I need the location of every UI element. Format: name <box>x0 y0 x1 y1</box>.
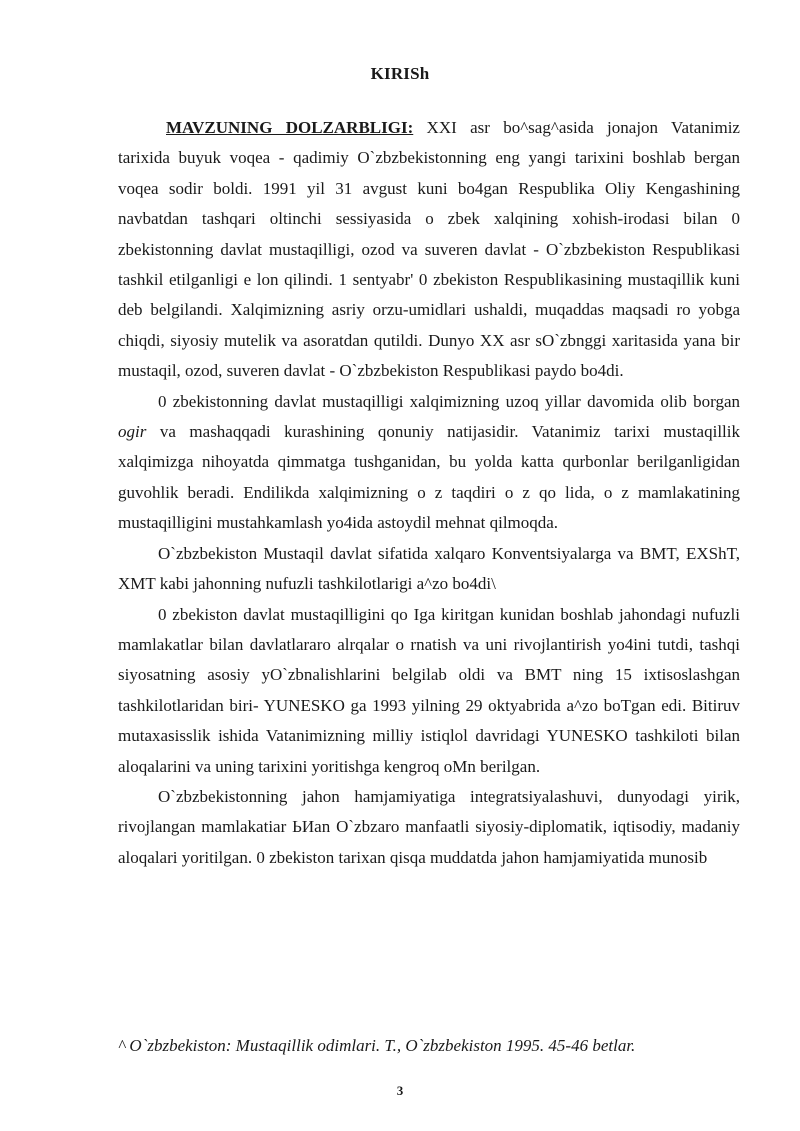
section-lead: MAVZUNING DOLZARBLIGI: <box>166 118 414 137</box>
emphasized-word: ogir <box>118 422 147 442</box>
paragraph-text: O`zbzbekistonning jahon hamjamiyatiga integratsiyalashuvi, dunyodagi yirik, rivojlangan mamlakatiar ЬИan O`zbzaro manfaatli siyosiy-diplomatik, iqtisodiy, madaniy aloqalari yoritilgan. 0 zbekiston tarixan qisqa muddatda jahon hamjamiyatida munosib <box>118 786 740 867</box>
paragraph-text-after: va mashaqqadi kurashining qonuniy natijasidir. Vatanimiz tarixi mustaqillik xalqimizga nihoyatda qimmatga tushganidan, bu yolda katta qurbonlar berilganligidan guvohlik beradi. Endilikda xalqimizning o z taqdiri o z qo lida, o z mamlakatining mustaqilligini mustahkamlash yo4ida astoydil mehnat qilmoqda. <box>118 422 740 533</box>
page-number: 3 <box>396 1083 404 1098</box>
paragraph-text: O`zbzbekiston Mustaqil davlat sifatida xalqaro Konventsiyalarga va BMT, EXShT, XMT kabi jahonning nufuzli tashkilotlarigi a^zo bo4di\ <box>118 543 740 594</box>
page-title: KIRISh <box>370 64 430 83</box>
paragraph-text: 0 zbekiston davlat mustaqilligini qo Iga kiritgan kunidan boshlab jahondagi nufuzli mamlakatlar bilan davlatlararo alrqalar o rnatish va uni rivojlantirish yo4ini tutdi, tashqi siyosatning asosiy yO`zbnalishlarini belgilab oldi va BMT ning 15 ixtisoslashgan tashkilotlaridan biri- YUNESKO ga 1993 yilning 29 oktyabrida a^zo boTgan edi. Bitiruv mutaxasisslik ishida Vatanimizning milliy istiqlol davridagi YUNESKO tashkiloti bilan aloqalarini va uning tarixini yoritishga kengroq oMn berilgan. <box>118 604 740 776</box>
paragraph-text: XXI asr bo^sag^asida jonajon Vatanimiz tarixida buyuk voqea - qadimiy O`zbzbekistonning eng yangi tarixini boshlab bergan voqea sodir boldi. 1991 yil 31 avgust kuni bo4gan Respublika Oliy Kengashining navbatdan tashqari oltinchi sessiyasida o zbek xalqining xohish-irodasi bilan 0 zbekistonning davlat mustaqilligi, ozod va suveren davlat - O`zbzbekiston Respublikasi tashkil etilganligi e lon qilindi. 1 sentyabr' 0 zbekiston Respublikasining mustaqillik kuni deb belgilandi. Xalqimizning asriy orzu-umidlari ushaldi, muqaddas maqsadi ro yobga chiqdi, siyosiy mutelik va asoratdan qutildi. Dunyo XX asr sO`zbnggi xaritasida yana bir mustaqil, ozod, suveren davlat - O`zbzbekiston Respublikasi paydo bo4di. <box>118 118 740 381</box>
paragraph-text-before: 0 zbekistonning davlat mustaqilligi xalqimizning uzoq yillar davomida olib borgan <box>158 391 740 411</box>
paragraph-integration <box>118 782 740 873</box>
paragraph-international-membership <box>118 539 740 600</box>
body-text <box>118 113 740 873</box>
paragraph-relevance <box>118 113 740 387</box>
paragraph-independence-struggle <box>118 387 740 539</box>
footnote: ^ O`zbzbekiston: Mustaqillik odimlari. T., O`zbzbekiston 1995. 45-46 betlar. <box>118 1036 636 1055</box>
paragraph-unesco <box>118 600 740 782</box>
